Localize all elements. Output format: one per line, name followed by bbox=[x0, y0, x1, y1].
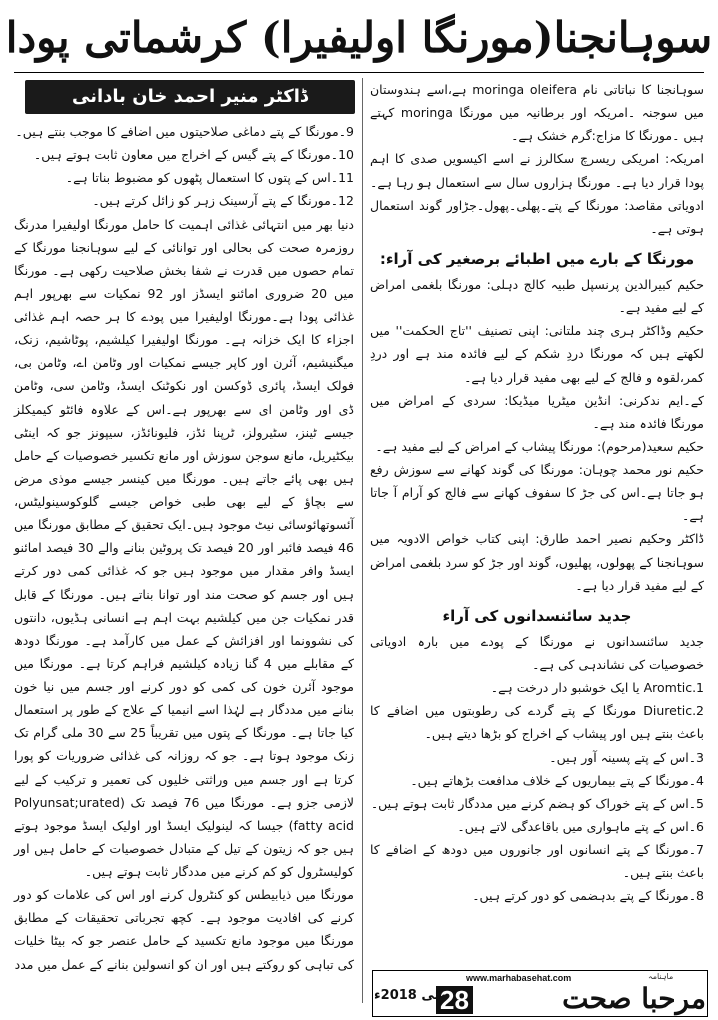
paragraph: ڈاکٹر وحکیم نصیر احمد طارق: اپنی کتاب خواص الادویہ میں سوہانجنا کے پھولوں، پھلیوں، گوند اور جڑ کو سرد بلغمی امراض کے لیے مفید قرار دیا ہے۔ bbox=[370, 531, 704, 593]
section-heading: جدید سائنسدانوں کی آراء bbox=[442, 606, 632, 625]
paragraph: حکیم وڈاکٹر ہری چند ملتانی: اپنی تصنیف ''تاج الحکمت'' میں لکھتے ہیں کہ مورنگا دردِ شکم کے لیے فائدہ مند ہے اور دردِ کمر،لقوہ و فالج کے لیے بھی مفید قرار دیا ہے۔ bbox=[370, 323, 704, 385]
footer-tagline: ماہنامہ bbox=[648, 972, 674, 981]
list-item: 10۔مورنگا کے پتے گیس کے اخراج میں معاون ثابت ہوتے ہیں۔ bbox=[33, 147, 354, 163]
paragraph: سوہانجنا کا نباتاتی نام moringa oleifera ہے،اسے ہندوستان میں سوجنہ ۔امریکہ اور برطانیہ میں مورنگا moringa کہتے ہیں ۔مورنگا کا مزاج:گرم خشک ہے۔ bbox=[370, 82, 705, 144]
paragraph: مورنگا میں ذیابیطس کو کنٹرول کرنے اور اس کی علامات کو دور کرنے کی افادیت موجود ہے۔ کچھ تجرباتی تحقیقات کے مطابق مورنگا میں موجود مانع تکسید کے حامل عنصر جو کہ بیٹا خلیات کی تباہی کو روکتے ہیں اور ان کو انسولین بنانے کے عمل میں مدد bbox=[14, 887, 354, 972]
list-item: 6۔اس کے پتے ماہواری میں باقاعدگی لاتے ہیں۔ bbox=[457, 818, 704, 834]
issue-date: مئی 2018ء bbox=[374, 988, 448, 1003]
paragraph: کے۔ایم ندکرنی: انڈین میٹریا میڈیکا: سردی کے امراض میں مورنگا فائدہ مند ہے۔ bbox=[370, 392, 704, 431]
list-item: Diuretic.2 مورنگا کے پتے گردے کی رطوبتوں میں اضافے کا باعث بنتے ہیں اور پیشاب کے اخراج کو بڑھا دیتے ہیں۔ bbox=[370, 703, 704, 742]
list-item: 4۔مورنگا کے پتے بیماریوں کے خلاف مدافعت بڑھاتے ہیں۔ bbox=[410, 772, 704, 788]
list-item: 5۔اس کے پتے خوراک کو ہضم کرنے میں مددگار ثابت ہوتے ہیں۔ bbox=[370, 795, 704, 811]
left-column bbox=[14, 120, 354, 976]
list-item: 8۔مورنگا کے پتے بدہضمی کو دور کرتے ہیں۔ bbox=[472, 888, 704, 904]
title-rule bbox=[14, 72, 704, 73]
paragraph: دنیا بھر میں انتہائی غذائی اہمیت کا حامل مورنگا اولیفیرا مدرنگ روزمرہ صحت کی بحالی اور توانائی کے لیے سوہانجنا مورنگا کے تمام حصوں میں قدرت نے شفا بخش صلاحیت رکھی ہے۔ مورنگا میں 20 ضروری امائنو ایسڈز اور 92 نمکیات سے بھرپور اہم غذائی پودا ہے۔مورنگا اولیفیرا میں پودے کا ہر حصہ اہم غذائی اجزاء کا ایک خزانہ ہے۔ مورنگا اولیفیرا کیلشیم، پوٹاشیم، زنک، میگنیشیم، آئرن اور کاپر جیسے نمکیات اور وٹامن اے، وٹامن بی، فولک ایسڈ، پائری ڈوکسن اور نکوٹنک ایسڈ، وٹامن سی، وٹامن ڈی اور وٹامن ای سے بھرپور ہے۔اس کے علاوہ فائٹو کیمیکلز جیسے ٹینز، سٹیرولز، ٹرپنا ئڈز، فلیونائڈز، سیپونز جو کہ اینٹی بیکٹیریل، مانع سوجن سوزش اور مانع تکسیر خصوصیات کے حامل ہیں بھی پائے جاتے ہیں۔ مورنگا میں کینسر جیسے موذی مرض سے بچاؤ کے لیے بھی طبی خواص جیسے گلوکوسینولیٹس، آئسوتھائوسائی نیٹ موجود ہیں۔ایک تحقیق کے مطابق مورنگا میں 46 فیصد فائبر اور 20 فیصد تک پروٹین بنانے والے 30 فیصد امائنو ایسڈ وافر مقدار میں موجود ہیں جو کہ غذائی کمی دور کرتے ہیں اور جسم کو صحت مند اور توانا بناتے ہیں۔ مورنگا کے قابل قدر نمکیات جن میں کیلشیم بہت اہم ہے انسانی ہڈیوں، دانتوں کی نشوونما اور افزائش کے عمل میں کارآمد ہے۔ مورنگا دودھ کے مقابلے میں 4 گنا زیادہ کیلشیم فراہم کرتا ہے۔ مورنگا میں موجود آئرن خون کی کمی کو دور کرنے اور جسم میں نیا خون بنانے میں مددگار ہے لہٰذا اسے انیمیا کے علاج کے طور پر استعمال کیا جاتا ہے۔ مورنگا کے پتوں میں تقریباً 25 سے 30 ملی گرام تک زنک موجود ہوتا ہے۔ جو کہ روزانہ کی غذائی ضروریات کو پورا کرتا ہے اور جسم میں وراثتی خلیوں کی تعمیر و ترکیب کے لیے لازمی جزو ہے۔ مورنگا میں 76 فیصد تک (Polyunsat;urated fatty acid) جیسا کہ لینولیک ایسڈ اور اولیک ایسڈ موجود ہوتے ہیں جو کہ زیتون کے تیل کے متبادل خصوصیات کے حامل ہیں اور کولیسٹرول کو کم کرنے میں مددگار ثابت ہوتے ہیں۔ bbox=[14, 216, 354, 879]
list-item: 9۔مورنگا کے پتے دماغی صلاحیتوں میں اضافے کا موجب بنتے ہیں۔ bbox=[15, 124, 354, 139]
column-divider bbox=[362, 78, 363, 1003]
right-column bbox=[370, 78, 704, 907]
magazine-logo: مرحبا صحت bbox=[562, 982, 706, 1015]
page-number: 28 bbox=[436, 986, 473, 1014]
list-item: 3۔اس کے پتے پسینہ آور ہیں۔ bbox=[549, 749, 704, 765]
paragraph: امریکہ: امریکی ریسرچ سکالرز نے اسے اکیسویں صدی کا اہم پودا قرار دیا ہے۔ مورنگا ہزاروں سال سے استعمال ہو رہا ہے۔ادویاتی مقاصد: مورنگا کے پتے۔پھلی۔پھول۔جڑاور گوند استعمال ہوتی ہے۔ bbox=[370, 151, 704, 236]
paragraph: حکیم کبیرالدین پرنسپل طبیہ کالج دہلی: مورنگا بلغمی امراض کے لیے مفید ہے۔ bbox=[370, 277, 704, 316]
author-banner: ڈاکٹر منیر احمد خان بادانی bbox=[25, 80, 355, 114]
paragraph: حکیم نور محمد چوہان: مورنگا کی گوند کھانے سے سوزش رفع ہو جاتا ہے۔اس کی جڑ کا سفوف کھانے سے فالج کو آرام آ جاتا ہے۔ bbox=[370, 462, 704, 524]
article-title: سوہانجنا(مورنگا اولیفیرا) کرشماتی پودا bbox=[5, 13, 713, 62]
section-heading: مورنگا کے بارے میں اطبائے برصغیر کی آراء: bbox=[379, 249, 695, 268]
list-item: Aromtic.1 یا ایک خوشبو دار درخت ہے۔ bbox=[490, 680, 704, 696]
list-item: 11۔اس کے پتوں کا استعمال پٹھوں کو مضبوط بناتا ہے۔ bbox=[65, 170, 354, 186]
paragraph: جدید سائنسدانوں نے مورنگا کے پودے میں بارہ ادویاتی خصوصیات کی نشاندہی کی ہے۔ bbox=[370, 633, 704, 672]
paragraph: حکیم سعید(مرحوم): مورنگا پیشاب کے امراض کے لیے مفید ہے۔ bbox=[375, 438, 704, 454]
footer-url: www.marhabasehat.com bbox=[466, 973, 572, 983]
list-item: 12۔مورنگا کے پتے آرسینک زہر کو زائل کرتے ہیں۔ bbox=[92, 193, 354, 209]
list-item: 7۔مورنگا کے پتے انسانوں اور جانوروں میں دودھ کے اضافے کا باعث بنتے ہیں۔ bbox=[370, 842, 704, 881]
